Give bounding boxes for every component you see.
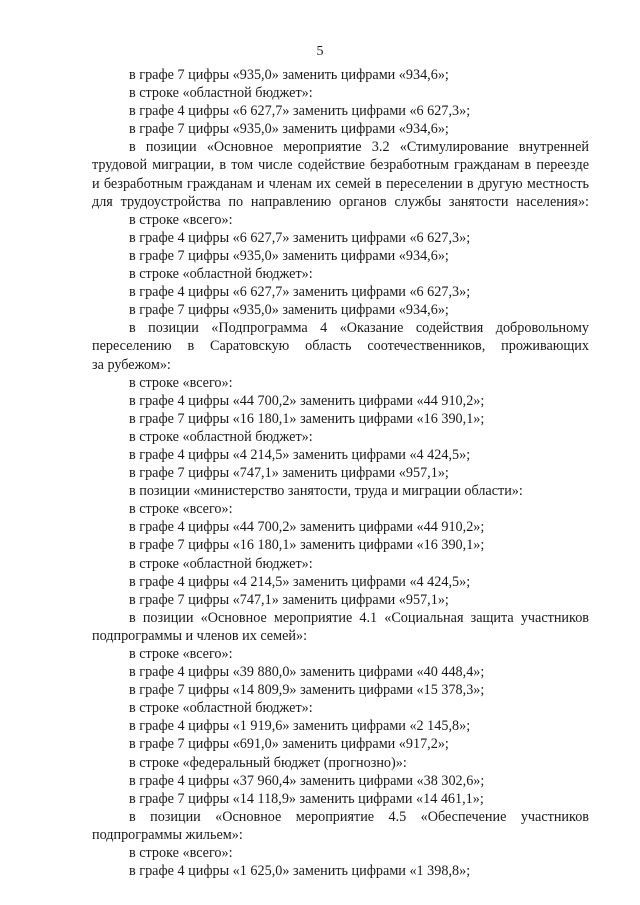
text-line: в строке «областной бюджет»: [129, 85, 313, 102]
text-line: в строке «областной бюджет»: [129, 700, 313, 717]
text-line: в графе 4 цифры «37 960,4» заменить цифрами «38 302,6»; [129, 772, 485, 789]
text-line: в графе 7 цифры «935,0» заменить цифрами «934,6»; [129, 67, 449, 83]
text-line: в графе 4 цифры «1 919,6» заменить цифрами «2 145,8»; [129, 718, 471, 735]
text-line: в графе 7 цифры «16 180,1» заменить цифрами «16 390,1»; [129, 537, 485, 554]
text-line: в графе 7 цифры «935,0» заменить цифрами «934,6»; [129, 302, 449, 319]
text-line: в строке «всего»: [129, 211, 233, 228]
text-line: в графе 7 цифры «14 809,9» заменить цифрами «15 378,3»; [129, 682, 485, 699]
text-line: подпрограммы и членов их семей»: [92, 627, 308, 644]
text-line: в строке «областной бюджет»: [129, 266, 313, 283]
text-line: в строке «всего»: [129, 845, 233, 862]
page-number: 5 [316, 44, 324, 59]
text-line: в строке «всего»: [129, 646, 233, 662]
text-line: в графе 4 цифры «6 627,7» заменить цифрами «6 627,3»; [129, 103, 471, 120]
text-line: в графе 4 цифры «39 880,0» заменить цифрами «40 448,4»; [129, 664, 485, 681]
text-line: в позиции «Основное мероприятие 4.5 «Обеспечение участников [129, 808, 589, 825]
text-line: в графе 4 цифры «6 627,7» заменить цифрами «6 627,3»; [129, 284, 471, 301]
text-line: в графе 7 цифры «691,0» заменить цифрами «917,2»; [129, 736, 449, 753]
text-line: в графе 7 цифры «747,1» заменить цифрами «957,1»; [129, 591, 449, 608]
text-line: за рубежом»: [92, 356, 171, 373]
text-line: в строке «федеральный бюджет (прогнозно)»: [129, 754, 407, 771]
text-line: в строке «областной бюджет»: [129, 555, 313, 572]
text-line: подпрограммы жильем»: [92, 826, 243, 843]
document-body [92, 66, 589, 880]
text-line: в позиции «Подпрограмма 4 «Оказание содействия добровольному [129, 320, 589, 337]
text-line: в строке «всего»: [129, 501, 233, 518]
text-line: и безработным гражданам и членам их семей в переселении в другую местность [92, 175, 589, 192]
text-line: в графе 7 цифры «747,1» заменить цифрами «957,1»; [129, 465, 449, 482]
text-line: в позиции «Основное мероприятие 3.2 «Стимулирование внутренней [129, 139, 589, 156]
text-line: в позиции «Основное мероприятие 4.1 «Социальная защита участников [129, 609, 589, 626]
text-line: в графе 7 цифры «16 180,1» заменить цифрами «16 390,1»; [129, 410, 485, 427]
text-line: в графе 4 цифры «1 625,0» заменить цифрами «1 398,8»; [129, 863, 471, 880]
text-line: для трудоустройства по направлению органов службы занятости населения»: [92, 193, 589, 210]
text-line: в графе 7 цифры «14 118,9» заменить цифрами «14 461,1»; [129, 790, 484, 807]
text-line: в строке «областной бюджет»: [129, 428, 313, 445]
text-line: в позиции «министерство занятости, труда и миграции области»: [129, 483, 523, 500]
text-line: в графе 4 цифры «44 700,2» заменить цифрами «44 910,2»; [129, 392, 485, 409]
text-line: трудовой миграции, в том числе содействие безработным гражданам в переезде [92, 157, 589, 174]
text-line: в графе 7 цифры «935,0» заменить цифрами «934,6»; [129, 247, 449, 264]
text-line: в строке «всего»: [129, 374, 233, 391]
text-line: в графе 4 цифры «44 700,2» заменить цифрами «44 910,2»; [129, 519, 485, 536]
text-line: в графе 4 цифры «6 627,7» заменить цифрами «6 627,3»; [129, 229, 471, 246]
text-line: переселению в Саратовскую область соотечественников, проживающих [92, 338, 589, 355]
text-line: в графе 7 цифры «935,0» заменить цифрами «934,6»; [129, 121, 449, 138]
text-line: в графе 4 цифры «4 214,5» заменить цифрами «4 424,5»; [129, 573, 471, 590]
text-line: в графе 4 цифры «4 214,5» заменить цифрами «4 424,5»; [129, 446, 471, 463]
